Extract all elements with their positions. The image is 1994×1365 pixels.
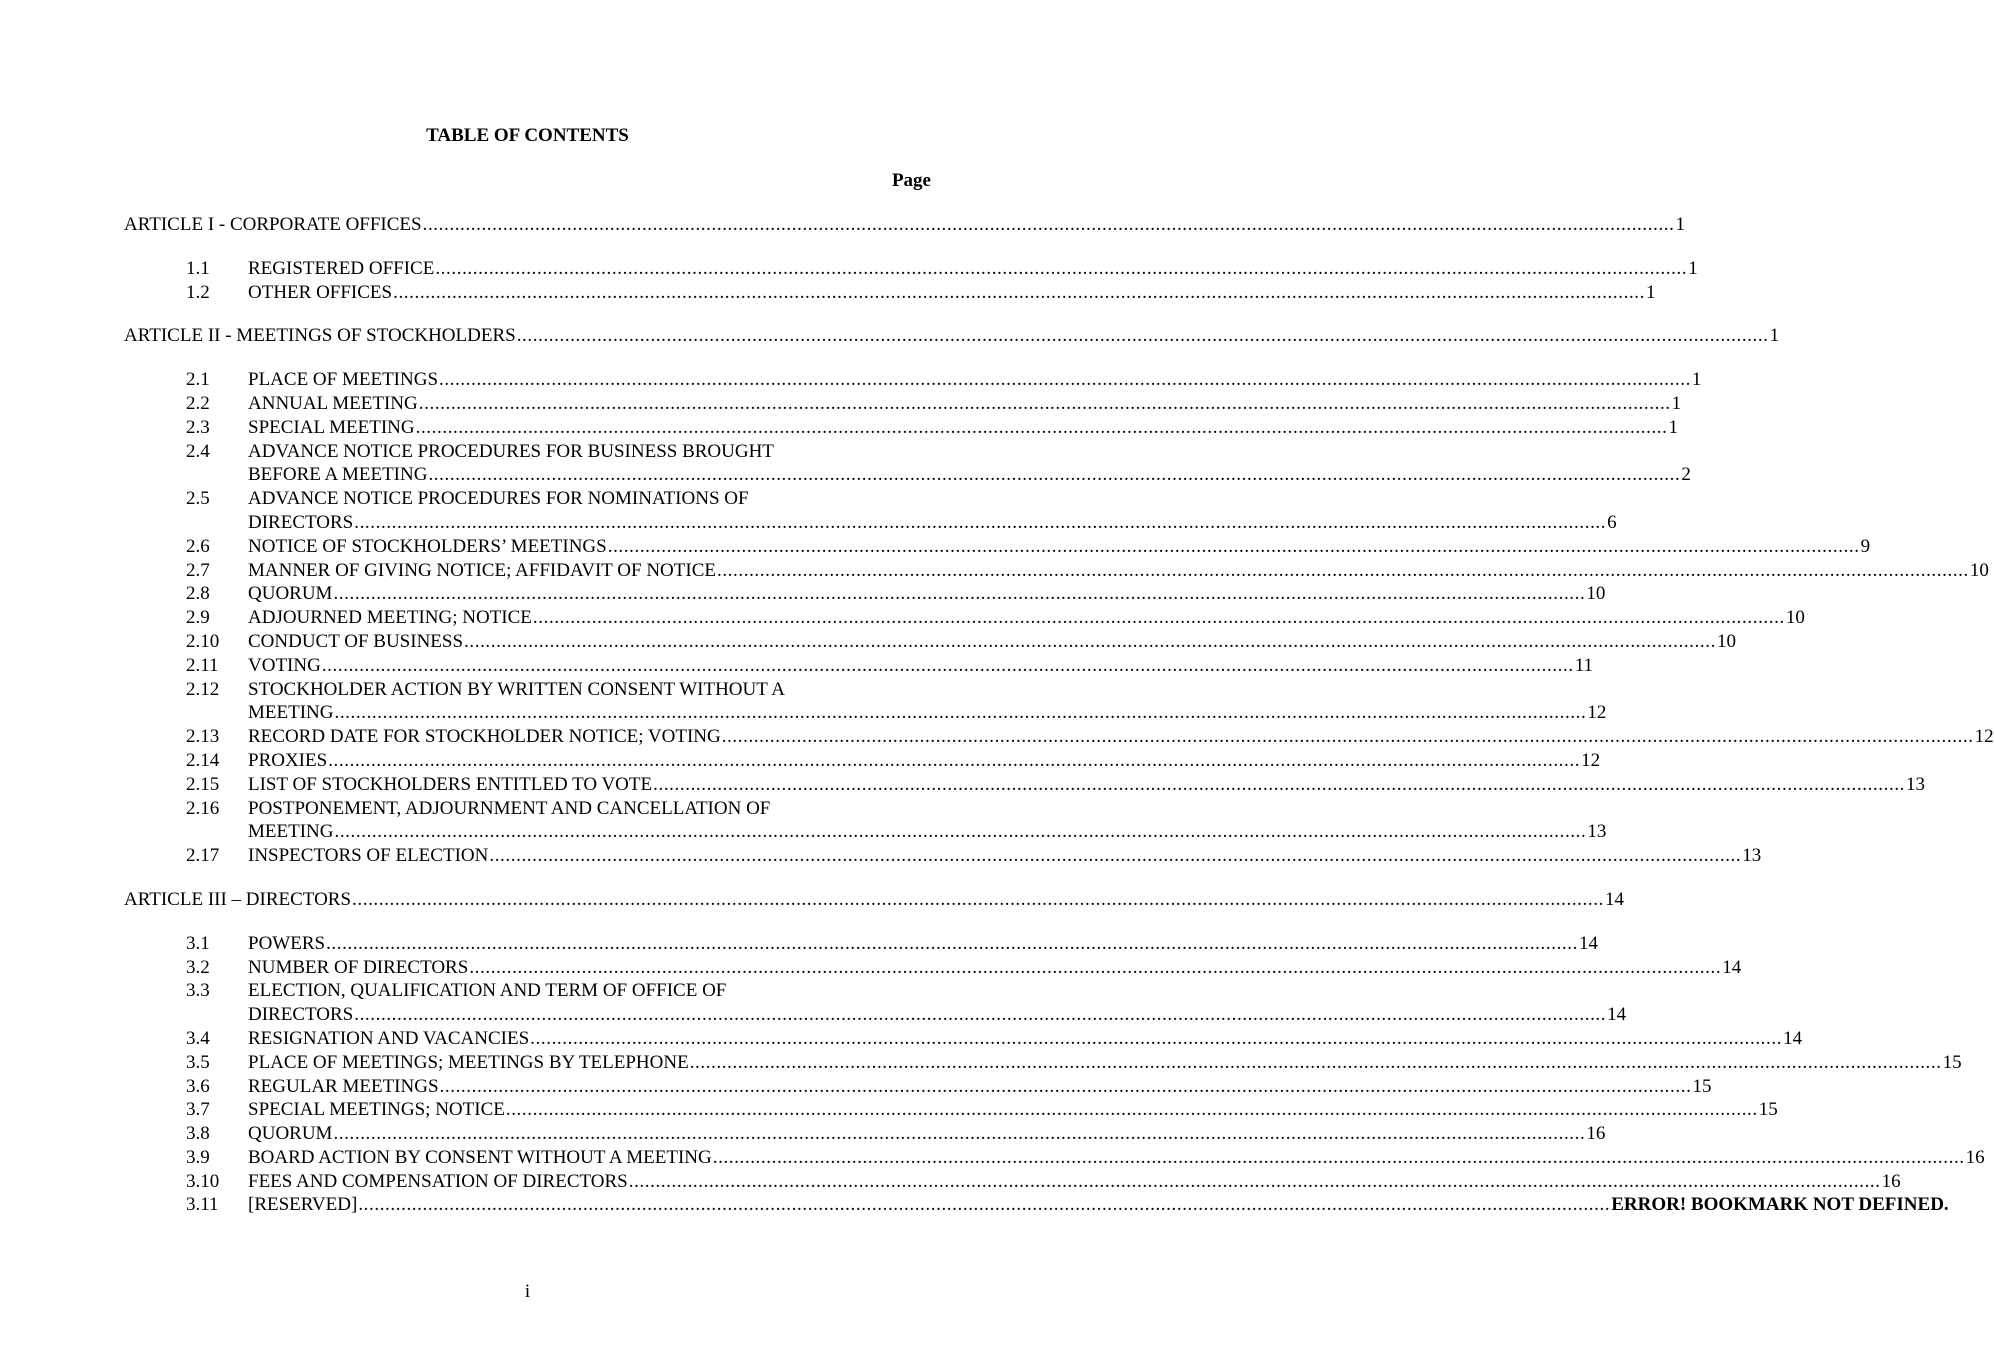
toc-entry-title: POWERS [248,932,326,954]
toc-section-entry[interactable] [124,559,1989,583]
dot-leader: .......................................................................................................................................................................................................................................... [321,654,1574,676]
toc-entry-page: 14 [1607,1004,1627,1026]
toc-section-entry[interactable] [124,630,1736,654]
toc-section-number: 2.17 [186,845,220,867]
toc-entry-page: 16 [1881,1170,1901,1192]
toc-entry-title: ARTICLE III – DIRECTORS [124,888,352,910]
toc-section-number: 2.13 [186,726,220,748]
toc-entry-title: LIST OF STOCKHOLDERS ENTITLED TO VOTE [248,773,653,795]
dot-leader: .......................................................................................................................................................................................................................................... [516,325,1769,347]
dot-leader: .......................................................................................................................................................................................................................................... [334,821,1587,843]
toc-section-entry[interactable] [124,535,1871,559]
toc-section-number: 2.12 [186,678,220,700]
toc-section-entry[interactable] [124,368,1702,392]
toc-section-entry[interactable] [124,1146,1985,1170]
toc-entry-title: POSTPONEMENT, ADJOURNMENT AND CANCELLATION OF [248,797,771,819]
toc-section-entry[interactable] [124,582,1606,606]
toc-entry-page: 13 [1742,845,1762,867]
toc-section-number: 2.1 [186,369,210,391]
toc-section-entry[interactable] [124,1193,1949,1217]
toc-section-number: 2.4 [186,440,210,462]
toc-section-number: 2.5 [186,488,210,510]
dot-leader: .......................................................................................................................................................................................................................................... [607,535,1860,557]
dot-leader: .......................................................................................................................................................................................................................................... [358,1194,1611,1216]
toc-entry-title: MANNER OF GIVING NOTICE; AFFIDAVIT OF NOTICE [248,559,716,581]
toc-entry-title: VOTING [248,654,321,676]
toc-entry-title: QUORUM [248,1123,333,1145]
toc-section-number: 2.15 [186,773,220,795]
dot-leader: .......................................................................................................................................................................................................................................... [354,1004,1607,1026]
toc-entry-title: ELECTION, QUALIFICATION AND TERM OF OFFICE OF [248,980,727,1002]
toc-entry-title: NOTICE OF STOCKHOLDERS’ MEETINGS [248,535,607,557]
toc-section-number: 3.9 [186,1146,210,1168]
toc-section-number: 1.1 [186,257,210,279]
toc-section-entry[interactable] [124,1027,1803,1051]
toc-entry-page: 14 [1604,888,1624,910]
toc-entry-title: BEFORE A MEETING [248,464,428,486]
dot-leader: .......................................................................................................................................................................................................................................... [354,511,1607,533]
toc-section-entry[interactable] [124,797,1607,845]
toc-entry-title: ADVANCE NOTICE PROCEDURES FOR NOMINATIONS OF [248,488,749,510]
toc-section-entry[interactable] [124,281,1656,305]
dot-leader: .......................................................................................................................................................................................................................................... [393,281,1646,303]
toc-section-number: 3.2 [186,956,210,978]
toc-entry-title: REGISTERED OFFICE [248,257,435,279]
toc-entry-title: OTHER OFFICES [248,281,393,303]
dot-leader: .......................................................................................................................................................................................................................................... [333,1123,1586,1145]
toc-article-entry[interactable] [124,324,1780,348]
toc-entry-title: PROXIES [248,749,328,771]
toc-section-number: 2.9 [186,607,210,629]
toc-entry-title: STOCKHOLDER ACTION BY WRITTEN CONSENT WITHOUT A [248,678,785,700]
toc-entry-page: 1 [1668,416,1678,438]
toc-entry-title: ANNUAL MEETING [248,392,418,414]
toc-section-number: 2.6 [186,535,210,557]
toc-title: TABLE OF CONTENTS [426,125,629,146]
toc-entry-page: 15 [1942,1051,1962,1073]
page-number-footer: i [524,1281,531,1302]
dot-leader: .......................................................................................................................................................................................................................................... [489,845,1742,867]
toc-entry-title: PLACE OF MEETINGS; MEETINGS BY TELEPHONE [248,1051,689,1073]
toc-entry-page: 1 [1671,392,1682,414]
toc-section-entry[interactable] [124,749,1601,773]
toc-entry-title: RESIGNATION AND VACANCIES [248,1027,530,1049]
toc-section-entry[interactable] [124,440,1691,488]
toc-entry-title: RECORD DATE FOR STOCKHOLDER NOTICE; VOTING [248,726,721,748]
toc-section-entry[interactable] [124,956,1742,980]
dot-leader: .......................................................................................................................................................................................................................................... [712,1146,1965,1168]
toc-section-entry[interactable] [124,1051,1962,1075]
toc-section-entry[interactable] [124,392,1682,416]
toc-entry-page: 1 [1675,214,1686,235]
dot-leader: .......................................................................................................................................................................................................................................... [326,932,1578,954]
toc-article-entry[interactable] [124,888,1624,912]
dot-leader: .......................................................................................................................................................................................................................................... [428,464,1681,486]
toc-article-entry[interactable] [124,213,1686,237]
toc-section-entry[interactable] [124,1075,1712,1099]
dot-leader: .......................................................................................................................................................................................................................................... [422,214,1675,235]
dot-leader: .......................................................................................................................................................................................................................................... [716,559,1969,581]
toc-section-number: 3.1 [186,932,210,954]
dot-leader: .......................................................................................................................................................................................................................................... [532,607,1785,629]
toc-entry-title: DIRECTORS [248,511,354,533]
toc-section-entry[interactable] [124,1122,1606,1146]
toc-entry-page: 10 [1785,607,1805,629]
dot-leader: .......................................................................................................................................................................................................................................... [418,392,1671,414]
dot-leader: .......................................................................................................................................................................................................................................... [464,630,1716,652]
toc-entry-page: 16 [1586,1123,1606,1145]
toc-section-number: 2.8 [186,583,210,605]
toc-entry-page: 1 [1769,325,1780,347]
toc-entry-page: 14 [1722,956,1742,978]
toc-entry-page: 15 [1758,1099,1778,1121]
toc-entry-page: 12 [1587,702,1607,724]
toc-entry-page: 14 [1783,1027,1803,1049]
dot-leader: .......................................................................................................................................................................................................................................... [333,583,1586,605]
toc-entry-title: PLACE OF MEETINGS [248,369,439,391]
toc-entry-title: QUORUM [248,583,333,605]
toc-entry-title: MEETING [248,702,334,724]
toc-section-entry[interactable] [124,979,1627,1027]
toc-entry-title: NUMBER OF DIRECTORS [248,956,469,978]
toc-section-number: 2.10 [186,630,220,652]
dot-leader: .......................................................................................................................................................................................................................................... [435,257,1688,279]
toc-section-number: 3.7 [186,1099,210,1121]
toc-section-entry[interactable] [124,487,1617,535]
toc-section-entry[interactable] [124,725,1994,749]
toc-entry-title: FEES AND COMPENSATION OF DIRECTORS [248,1170,628,1192]
dot-leader: .......................................................................................................................................................................................................................................... [439,369,1691,391]
toc-entry-title: BOARD ACTION BY CONSENT WITHOUT A MEETING [248,1146,712,1168]
toc-entry-page: 1 [1691,369,1702,391]
toc-entry-page: 16 [1965,1146,1985,1168]
toc-section-number: 1.2 [186,281,210,303]
toc-section-entry[interactable] [124,654,1594,678]
toc-entry-page: 6 [1607,511,1617,533]
toc-section-entry[interactable] [124,773,1926,797]
dot-leader: .......................................................................................................................................................................................................................................... [328,749,1581,771]
toc-section-entry[interactable] [124,416,1678,440]
toc-section-entry[interactable] [124,257,1698,281]
toc-section-number: 3.8 [186,1123,210,1145]
toc-entry-page: 10 [1969,559,1989,581]
toc-section-number: 3.6 [186,1075,210,1097]
toc-section-entry[interactable] [124,606,1805,630]
toc-section-number: 2.11 [186,654,219,676]
toc-entry-page: 14 [1578,932,1598,954]
toc-entry-page: 13 [1906,773,1926,795]
toc-entry-title: SPECIAL MEETING [248,416,415,438]
toc-entry-error: ERROR! BOOKMARK NOT DEFINED. [1611,1194,1949,1216]
toc-entry-page: 11 [1574,654,1594,676]
toc-entry-title: [RESERVED] [248,1194,358,1216]
dot-leader: .......................................................................................................................................................................................................................................... [505,1099,1758,1121]
page-column-heading: Page [891,170,931,191]
toc-section-number: 2.7 [186,559,210,581]
toc-section-entry[interactable] [124,1170,1901,1194]
toc-entry-page: 1 [1646,281,1656,303]
toc-entry-title: ARTICLE I - CORPORATE OFFICES [124,214,422,235]
toc-section-number: 2.16 [186,797,220,819]
toc-entry-title: INSPECTORS OF ELECTION [248,845,489,867]
toc-section-number: 3.3 [186,980,210,1002]
toc-entry-page: 12 [1974,726,1994,748]
dot-leader: .......................................................................................................................................................................................................................................... [689,1051,1942,1073]
toc-section-number: 2.2 [186,392,210,414]
dot-leader: .......................................................................................................................................................................................................................................... [653,773,1906,795]
toc-entry-page: 10 [1716,630,1736,652]
toc-entry-page: 10 [1586,583,1606,605]
toc-entry-title: ADVANCE NOTICE PROCEDURES FOR BUSINESS BROUGHT [248,440,774,462]
toc-section-entry[interactable] [124,844,1762,868]
toc-section-number: 2.14 [186,749,220,771]
toc-entry-page: 15 [1692,1075,1712,1097]
dot-leader: .......................................................................................................................................................................................................................................... [352,888,1604,910]
dot-leader: .......................................................................................................................................................................................................................................... [530,1027,1783,1049]
toc-section-number: 3.5 [186,1051,210,1073]
toc-entry-page: 1 [1688,257,1698,279]
dot-leader: .......................................................................................................................................................................................................................................... [415,416,1668,438]
toc-entry-title: MEETING [248,821,334,843]
dot-leader: .......................................................................................................................................................................................................................................... [334,702,1587,724]
toc-entry-page: 9 [1860,535,1871,557]
toc-section-number: 3.4 [186,1027,210,1049]
toc-list [124,213,1994,1217]
toc-entry-page: 2 [1681,464,1691,486]
toc-section-number: 2.3 [186,416,210,438]
dot-leader: .......................................................................................................................................................................................................................................... [439,1075,1692,1097]
toc-entry-title: SPECIAL MEETINGS; NOTICE [248,1099,505,1121]
toc-entry-page: 13 [1587,821,1607,843]
toc-section-entry[interactable] [124,678,1607,726]
dot-leader: .......................................................................................................................................................................................................................................... [469,956,1722,978]
toc-section-entry[interactable] [124,1098,1778,1122]
toc-entry-title: DIRECTORS [248,1004,354,1026]
toc-entry-page: 12 [1581,749,1601,771]
dot-leader: .......................................................................................................................................................................................................................................... [721,726,1974,748]
dot-leader: .......................................................................................................................................................................................................................................... [628,1170,1881,1192]
toc-section-number: 3.11 [186,1194,219,1216]
toc-entry-title: CONDUCT OF BUSINESS [248,630,464,652]
toc-section-number: 3.10 [186,1170,220,1192]
toc-section-entry[interactable] [124,932,1598,956]
toc-entry-title: ARTICLE II - MEETINGS OF STOCKHOLDERS [124,325,516,347]
toc-entry-title: REGULAR MEETINGS [248,1075,439,1097]
toc-entry-title: ADJOURNED MEETING; NOTICE [248,607,532,629]
